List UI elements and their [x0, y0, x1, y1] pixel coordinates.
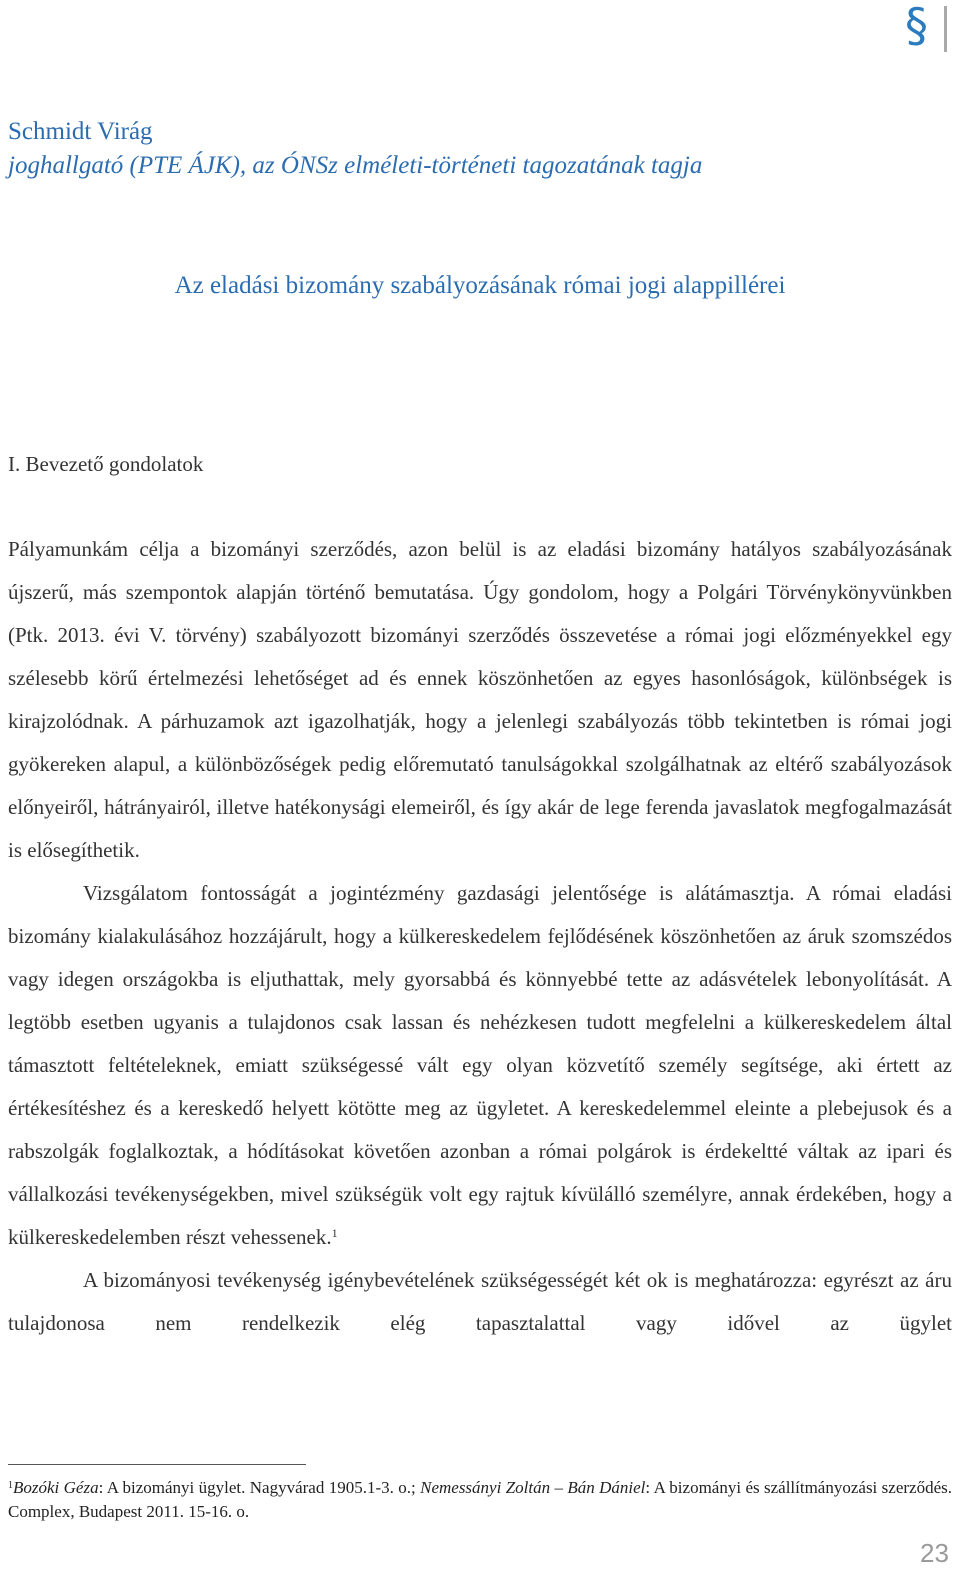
paragraph-1: Pályamunkám célja a bizományi szerződés, azon belül is az eladási bizomány hatályos szabályozásának újszerű, más szempontok alapján történő bemutatása. Úgy gondolom, hogy a Polgári Törvénykönyvünkben (Ptk. 2013. évi V. törvény) szabályozott bizományi szerződés összevetése a római jogi előzményekkel egy szélesebb körű értelmezési lehetőséget ad és ennek köszönhetően az egyes hasonlóságok, különbségek is kirajzolódnak. A párhuzamok azt igazolhatják, hogy a jelenlegi szabályozás több tekintetben is római jogi gyökereken alapul, a különbözőségek pedig előremutató tanulságokkal szolgálhatnak az eltérő szabályozások előnyeiről, hátrányairól, illetve hatékonysági elemeiről, és így akár de lege ferenda javaslatok megfogalmazását is elősegíthetik.: [8, 537, 952, 862]
footnote: [8, 1476, 952, 1524]
article-body: [8, 528, 952, 1345]
logo-divider: [944, 6, 947, 52]
footnote-number: 1: [8, 1480, 13, 1491]
footnote-author-2: Nemessányi Zoltán – Bán Dániel: [420, 1478, 646, 1497]
article-title: Az eladási bizomány szabályozásának római jogi alappillérei: [174, 272, 786, 299]
footnote-work-1: : A bizományi ügylet. Nagyvárad 1905.1-3. o.;: [98, 1478, 421, 1497]
paragraph-2: [8, 872, 952, 1259]
footnote-author-1: Bozóki Géza: [13, 1478, 99, 1497]
footnote-ref[interactable]: 1: [331, 1226, 338, 1240]
section-sign-logo: §: [905, 0, 928, 52]
paragraph-3: A bizományosi tevékenység igénybevételének szükségességét két ok is meghatározza: egyrészt az áru tulajdonosa nem rendelkezik elég tapasztalattal vagy idővel az ügylet: [8, 1268, 952, 1335]
section-heading: I. Bevezető gondolatok: [8, 452, 204, 476]
footnote-divider: [8, 1464, 306, 1465]
author-affiliation: joghallgató (PTE ÁJK), az ÓNSz elméleti-történeti tagozatának tagja: [8, 152, 703, 179]
footnote-work-2: : A bizományi és szállítmányozási szerződés. Complex, Budapest 2011. 15-16. o.: [8, 1478, 952, 1521]
author-name: Schmidt Virág: [8, 118, 153, 145]
page-number: 23: [920, 1538, 949, 1568]
paragraph-2-text: Vizsgálatom fontosságát a jogintézmény gazdasági jelentősége is alátámasztja. A római eladási bizomány kialakulásához hozzájárult, hogy a külkereskedelem fejlődésének köszönhetően az áruk szomszédos vagy idegen országokba is eljuthattak, mely gyorsabbá és könnyebbé tette az adásvételek lebonyolítását. A legtöbb esetben ugyanis a tulajdonos csak lassan és nehézkesen tudott megfelelni a külkereskedelem által támasztott feltételeknek, emiatt szükségessé vált egy olyan közvetítő személy segítsége, aki értett az értékesítéshez és a kereskedő helyett kötötte meg az ügyletet. A kereskedelemmel eleinte a plebejusok és a rabszolgák foglalkoztak, a hódításokat követően azonban a római polgárok is érdekeltté váltak az ipari és vállalkozási tevékenységekben, mivel szükségük volt egy rajtuk kívülálló személyre, annak érdekében, hogy a külkereskedelemben részt vehessenek.: [8, 881, 952, 1249]
